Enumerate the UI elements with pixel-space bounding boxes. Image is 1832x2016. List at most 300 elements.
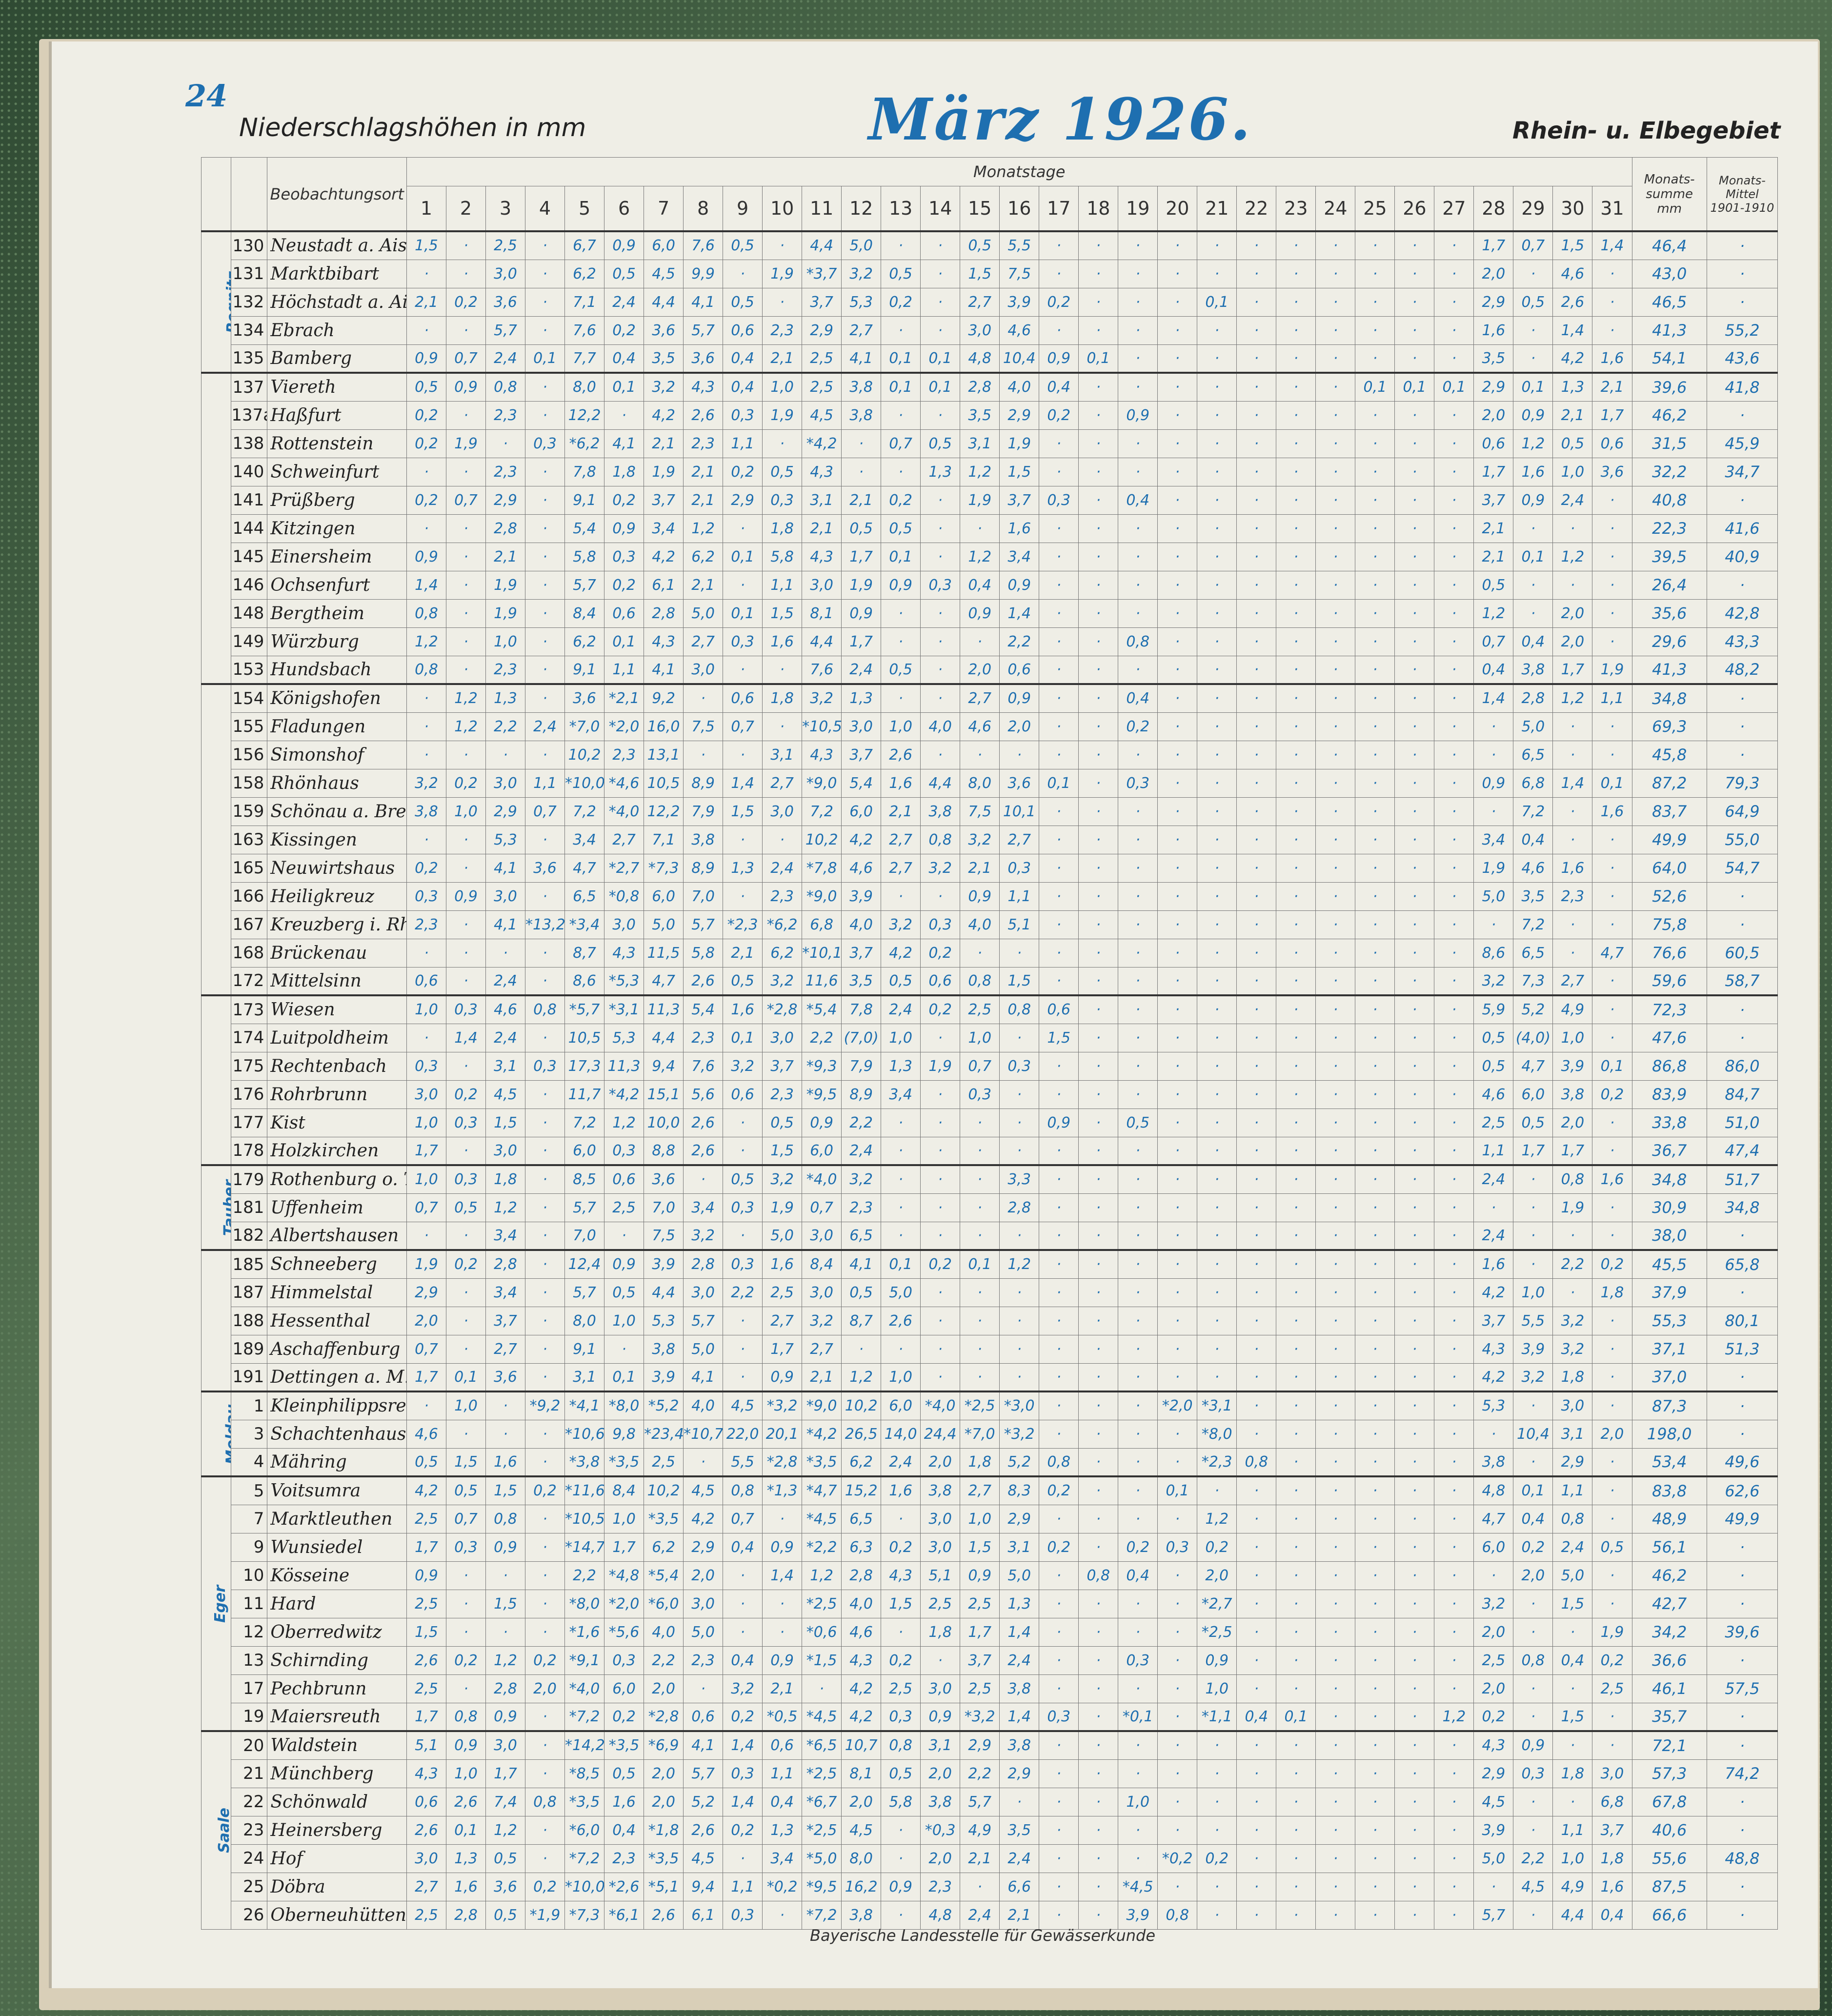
day-value: 0,5 xyxy=(881,514,921,543)
table-row xyxy=(201,854,1778,882)
station-number: 22 xyxy=(231,1788,267,1816)
day-value: 1,0 xyxy=(406,995,446,1024)
day-value: 6,8 xyxy=(1513,769,1553,797)
day-value: 7,5 xyxy=(684,712,723,741)
day-value: 2,2 xyxy=(1553,1250,1592,1278)
day-value: · xyxy=(881,684,921,712)
day-value: · xyxy=(1276,854,1316,882)
station-name: Hundsbach xyxy=(267,656,407,684)
day-value: 1,5 xyxy=(486,1590,525,1618)
day-value: · xyxy=(1237,599,1276,627)
day-value: *1,6 xyxy=(565,1618,604,1646)
day-value: 2,5 xyxy=(1474,1646,1513,1674)
day-value: · xyxy=(1039,939,1079,967)
day-value: · xyxy=(1197,712,1237,741)
day-value: *2,5 xyxy=(802,1759,842,1788)
day-value: 3,9 xyxy=(1474,1816,1513,1844)
day-value: · xyxy=(921,599,960,627)
day-value: *6,2 xyxy=(565,429,604,458)
day-value: · xyxy=(1079,1024,1118,1052)
day-value: 7,6 xyxy=(684,1052,723,1080)
monthly-mean: 48,2 xyxy=(1707,656,1777,684)
day-value: 0,5 xyxy=(842,1278,881,1307)
day-value: · xyxy=(1158,1759,1197,1788)
station-name: Mähring xyxy=(267,1448,407,1476)
day-value: · xyxy=(921,1363,960,1391)
day-value: *2,5 xyxy=(802,1816,842,1844)
monthly-sum: 37,1 xyxy=(1632,1335,1707,1363)
day-value: · xyxy=(1197,486,1237,514)
day-value: 2,4 xyxy=(1000,1844,1039,1873)
day-value: · xyxy=(1592,1335,1632,1363)
day-value: 0,8 xyxy=(1158,1901,1197,1929)
day-value: 8,0 xyxy=(960,769,1000,797)
day-value: 0,9 xyxy=(763,1363,802,1391)
day-value: · xyxy=(881,1844,921,1873)
day-value: 3,4 xyxy=(486,1222,525,1250)
day-value: · xyxy=(1079,910,1118,939)
day-value: 2,1 xyxy=(406,288,446,316)
station-number: 25 xyxy=(231,1873,267,1901)
day-value: · xyxy=(1316,1165,1355,1193)
day-value: 2,7 xyxy=(763,1307,802,1335)
station-number: 130 xyxy=(231,231,267,260)
day-value: 1,3 xyxy=(763,1816,802,1844)
day-value: · xyxy=(1237,1901,1276,1929)
monthly-mean: 45,9 xyxy=(1707,429,1777,458)
monthly-sum: 45,5 xyxy=(1632,1250,1707,1278)
day-value: 2,1 xyxy=(802,514,842,543)
day-value: 0,4 xyxy=(1039,373,1079,401)
day-value: 1,9 xyxy=(406,1250,446,1278)
day-value: 6,2 xyxy=(684,543,723,571)
table-body xyxy=(201,231,1778,1929)
day-value: 8,6 xyxy=(565,967,604,995)
day-value: 3,0 xyxy=(684,656,723,684)
day-value: 0,2 xyxy=(406,429,446,458)
day-value: · xyxy=(1434,1165,1474,1193)
day-header: 13 xyxy=(881,186,921,232)
day-value: · xyxy=(1592,910,1632,939)
monthly-sum: 34,2 xyxy=(1632,1618,1707,1646)
day-value: · xyxy=(1118,967,1158,995)
day-value: 0,3 xyxy=(723,1193,763,1222)
day-value: 2,3 xyxy=(921,1873,960,1901)
day-value: · xyxy=(1395,1165,1434,1193)
day-value: 5,0 xyxy=(1513,712,1553,741)
day-value: · xyxy=(1355,995,1395,1024)
day-value: · xyxy=(1355,769,1395,797)
day-value: *5,6 xyxy=(604,1618,644,1646)
station-name: Heiligkreuz xyxy=(267,882,407,910)
day-value: · xyxy=(881,1335,921,1363)
day-value: 0,1 xyxy=(881,1250,921,1278)
day-value: 3,0 xyxy=(921,1674,960,1703)
day-value: · xyxy=(406,1024,446,1052)
day-value: · xyxy=(1079,1816,1118,1844)
monthly-sum: 45,8 xyxy=(1632,741,1707,769)
day-value: *2,5 xyxy=(1197,1618,1237,1646)
day-value: 8,6 xyxy=(1474,939,1513,967)
day-value: · xyxy=(1197,1788,1237,1816)
day-value: · xyxy=(1237,826,1276,854)
day-value: 1,6 xyxy=(1592,1165,1632,1193)
day-value: · xyxy=(1316,1816,1355,1844)
monthly-sum: 34,8 xyxy=(1632,1165,1707,1193)
monthly-mean: 40,9 xyxy=(1707,543,1777,571)
day-value: · xyxy=(1434,429,1474,458)
day-value: · xyxy=(684,1674,723,1703)
monthly-mean: 55,0 xyxy=(1707,826,1777,854)
day-value: 2,2 xyxy=(842,1109,881,1137)
day-value: · xyxy=(1434,967,1474,995)
day-value: 4,1 xyxy=(684,288,723,316)
day-value: 3,2 xyxy=(802,1307,842,1335)
day-value: · xyxy=(1039,854,1079,882)
station-number: 1 xyxy=(231,1391,267,1420)
day-value: · xyxy=(1592,882,1632,910)
day-value: · xyxy=(1434,1731,1474,1759)
day-value: · xyxy=(1395,543,1434,571)
day-value: · xyxy=(1276,826,1316,854)
day-value: · xyxy=(1434,656,1474,684)
day-value: 5,8 xyxy=(763,543,802,571)
day-value: · xyxy=(1079,1193,1118,1222)
day-value: · xyxy=(406,939,446,967)
monthly-sum: 83,7 xyxy=(1632,797,1707,826)
header-monatstage: Monatstage xyxy=(406,158,1632,186)
day-value: · xyxy=(446,826,485,854)
day-value: 12,2 xyxy=(565,401,604,429)
day-value: · xyxy=(960,627,1000,656)
day-value: · xyxy=(1474,741,1513,769)
day-value: 0,6 xyxy=(1474,429,1513,458)
day-value: · xyxy=(1039,967,1079,995)
monthly-sum: 54,1 xyxy=(1632,344,1707,373)
day-value: 0,2 xyxy=(1118,1533,1158,1561)
day-value: · xyxy=(1553,1222,1592,1250)
day-value: · xyxy=(1316,1844,1355,1873)
day-value: · xyxy=(1355,854,1395,882)
station-name: Marktleuthen xyxy=(267,1505,407,1533)
day-value: 2,1 xyxy=(881,797,921,826)
day-value: · xyxy=(1553,939,1592,967)
day-value: · xyxy=(1355,401,1395,429)
day-value: · xyxy=(1118,571,1158,599)
day-value: · xyxy=(1118,1448,1158,1476)
day-value: · xyxy=(1316,967,1355,995)
day-value: 7,0 xyxy=(644,1193,684,1222)
day-value: · xyxy=(1434,288,1474,316)
day-value: 2,8 xyxy=(486,1674,525,1703)
day-value: 5,7 xyxy=(565,1193,604,1222)
day-value: 0,8 xyxy=(486,373,525,401)
day-value: 1,7 xyxy=(1553,1137,1592,1165)
day-value: *10,6 xyxy=(565,1420,604,1448)
monthly-sum: 31,5 xyxy=(1632,429,1707,458)
monthly-sum: 46,2 xyxy=(1632,401,1707,429)
day-value: · xyxy=(1158,1109,1197,1137)
day-value: · xyxy=(1039,316,1079,344)
day-value: · xyxy=(1079,854,1118,882)
day-value: · xyxy=(1237,1674,1276,1703)
day-value: · xyxy=(1079,995,1118,1024)
day-value: *4,1 xyxy=(565,1391,604,1420)
station-number: 168 xyxy=(231,939,267,967)
day-value: 9,1 xyxy=(565,1335,604,1363)
table-row xyxy=(201,1307,1778,1335)
day-value: · xyxy=(446,741,485,769)
monthly-sum: 32,2 xyxy=(1632,458,1707,486)
day-value: · xyxy=(1395,260,1434,288)
day-value: 3,8 xyxy=(644,1335,684,1363)
day-value: 7,2 xyxy=(802,797,842,826)
table-row xyxy=(201,1844,1778,1873)
day-value: 4,2 xyxy=(644,401,684,429)
day-value: 4,2 xyxy=(1474,1363,1513,1391)
table-row xyxy=(201,1024,1778,1052)
day-value: 1,8 xyxy=(763,684,802,712)
day-value: 4,4 xyxy=(644,288,684,316)
day-value: 3,1 xyxy=(565,1363,604,1391)
day-value: · xyxy=(486,1618,525,1646)
day-value: · xyxy=(1039,260,1079,288)
day-value: 0,5 xyxy=(1474,1024,1513,1052)
day-value: *5,0 xyxy=(802,1844,842,1873)
day-value: · xyxy=(881,627,921,656)
day-value: 2,0 xyxy=(1592,1420,1632,1448)
day-value: · xyxy=(1592,1363,1632,1391)
day-value: 7,2 xyxy=(1513,797,1553,826)
day-value: 0,3 xyxy=(723,1250,763,1278)
day-value: · xyxy=(1118,1420,1158,1448)
day-value: · xyxy=(1434,1448,1474,1476)
day-value: 1,2 xyxy=(684,514,723,543)
day-value: · xyxy=(1395,1873,1434,1901)
day-value: · xyxy=(446,854,485,882)
day-value: 0,1 xyxy=(1197,288,1237,316)
group-label: Eger xyxy=(201,1476,231,1731)
day-value: 5,7 xyxy=(1474,1901,1513,1929)
day-value: · xyxy=(960,1278,1000,1307)
day-value: · xyxy=(921,1335,960,1363)
day-value: 0,9 xyxy=(921,1703,960,1731)
day-value: 2,0 xyxy=(1513,1561,1553,1590)
day-value: 2,7 xyxy=(684,627,723,656)
day-value: · xyxy=(1158,1193,1197,1222)
day-value: 3,5 xyxy=(960,401,1000,429)
day-header: 14 xyxy=(921,186,960,232)
day-value: 1,4 xyxy=(1000,599,1039,627)
day-value: · xyxy=(1434,1363,1474,1391)
day-value: *2,6 xyxy=(604,1873,644,1901)
day-value: · xyxy=(960,1193,1000,1222)
day-value: 2,6 xyxy=(684,1816,723,1844)
day-value: · xyxy=(1039,1731,1079,1759)
monthly-mean: · xyxy=(1707,741,1777,769)
day-value: · xyxy=(1158,1873,1197,1901)
day-value: · xyxy=(1316,1448,1355,1476)
day-value: 4,6 xyxy=(1000,316,1039,344)
group-label xyxy=(201,373,231,684)
day-value: 7,4 xyxy=(486,1788,525,1816)
day-value: 0,1 xyxy=(446,1816,485,1844)
day-value: 4,6 xyxy=(1553,260,1592,288)
day-value: 2,0 xyxy=(1474,1618,1513,1646)
monthly-mean: 34,7 xyxy=(1707,458,1777,486)
day-value: · xyxy=(960,1137,1000,1165)
monthly-sum: 87,5 xyxy=(1632,1873,1707,1901)
day-value: 2,4 xyxy=(1553,486,1592,514)
day-value: 0,2 xyxy=(446,1250,485,1278)
day-value: 3,4 xyxy=(1000,543,1039,571)
day-value: *5,4 xyxy=(802,995,842,1024)
day-value: *2,8 xyxy=(763,995,802,1024)
day-value: 0,8 xyxy=(525,995,565,1024)
day-value: 2,8 xyxy=(644,599,684,627)
day-value: · xyxy=(763,429,802,458)
day-value: · xyxy=(446,543,485,571)
day-value: · xyxy=(921,401,960,429)
day-value: 3,7 xyxy=(1592,1816,1632,1844)
day-value: · xyxy=(723,882,763,910)
day-value: *11,6 xyxy=(565,1476,604,1505)
station-name: Marktbibart xyxy=(267,260,407,288)
precipitation-table xyxy=(201,157,1778,1930)
day-value: 1,3 xyxy=(486,684,525,712)
day-value: · xyxy=(1434,543,1474,571)
day-value: 5,5 xyxy=(1513,1307,1553,1335)
day-value: 8,7 xyxy=(842,1307,881,1335)
day-value: 1,1 xyxy=(763,1759,802,1788)
day-value: · xyxy=(1276,1335,1316,1363)
day-value: · xyxy=(1118,1278,1158,1307)
day-value: · xyxy=(1434,826,1474,854)
station-number: 10 xyxy=(231,1561,267,1590)
station-name: Rhönhaus xyxy=(267,769,407,797)
day-value: 8,3 xyxy=(1000,1476,1039,1505)
day-value: · xyxy=(1039,1590,1079,1618)
day-value: 0,5 xyxy=(842,514,881,543)
day-value: · xyxy=(1316,1901,1355,1929)
day-value: · xyxy=(1434,1646,1474,1674)
day-value: · xyxy=(525,1590,565,1618)
day-value: 4,5 xyxy=(684,1476,723,1505)
day-value: · xyxy=(1553,826,1592,854)
day-value: · xyxy=(1079,1307,1118,1335)
day-value: 2,5 xyxy=(960,995,1000,1024)
page-number: 24 xyxy=(185,78,228,114)
station-name: Himmelstal xyxy=(267,1278,407,1307)
day-value: 0,8 xyxy=(723,1476,763,1505)
day-value: · xyxy=(1079,458,1118,486)
day-value: · xyxy=(1355,826,1395,854)
day-header-row xyxy=(201,186,1778,232)
day-value: 4,3 xyxy=(406,1759,446,1788)
day-value: · xyxy=(881,599,921,627)
day-value: 3,1 xyxy=(802,486,842,514)
day-value: · xyxy=(1355,967,1395,995)
day-value: · xyxy=(1553,797,1592,826)
station-number: 176 xyxy=(231,1080,267,1109)
day-value: · xyxy=(446,1222,485,1250)
day-value: · xyxy=(1118,429,1158,458)
day-value: 2,3 xyxy=(763,882,802,910)
day-value: 14,0 xyxy=(881,1420,921,1448)
day-header: 10 xyxy=(763,186,802,232)
day-value: · xyxy=(1316,571,1355,599)
day-value: · xyxy=(1395,571,1434,599)
day-value: 0,1 xyxy=(604,373,644,401)
day-value: 2,7 xyxy=(802,1335,842,1363)
day-value: 0,9 xyxy=(446,1731,485,1759)
day-value: · xyxy=(525,1618,565,1646)
day-value: 2,5 xyxy=(406,1505,446,1533)
day-value: 4,2 xyxy=(842,826,881,854)
day-value: 5,0 xyxy=(763,1222,802,1250)
day-value: · xyxy=(1237,1788,1276,1816)
day-value: 1,0 xyxy=(446,1759,485,1788)
day-value: · xyxy=(1118,344,1158,373)
day-value: · xyxy=(1355,288,1395,316)
day-value: · xyxy=(1513,1165,1553,1193)
group-label: Regnitz xyxy=(201,231,231,373)
day-value: 1,1 xyxy=(723,1873,763,1901)
group-label xyxy=(201,1250,231,1391)
day-value: · xyxy=(1395,231,1434,260)
day-value: 1,1 xyxy=(723,429,763,458)
table-row xyxy=(201,1052,1778,1080)
day-value: · xyxy=(1039,429,1079,458)
day-value: 0,3 xyxy=(1000,1052,1039,1080)
day-value: 0,2 xyxy=(1039,1533,1079,1561)
day-value: · xyxy=(1434,1844,1474,1873)
group-label: Moldau xyxy=(201,1391,231,1476)
day-value: 10,7 xyxy=(842,1731,881,1759)
day-value: 4,5 xyxy=(486,1080,525,1109)
day-value: · xyxy=(1434,1109,1474,1137)
day-value: · xyxy=(1237,1109,1276,1137)
day-value: 2,1 xyxy=(1592,373,1632,401)
day-value: 0,1 xyxy=(960,1250,1000,1278)
day-value: 3,9 xyxy=(1553,1052,1592,1080)
day-value: 0,4 xyxy=(1118,684,1158,712)
day-value: 0,1 xyxy=(1434,373,1474,401)
day-value: 2,0 xyxy=(1553,599,1592,627)
day-value: 2,3 xyxy=(684,1646,723,1674)
day-value: 2,8 xyxy=(1513,684,1553,712)
day-value: · xyxy=(960,1165,1000,1193)
day-value: · xyxy=(1237,712,1276,741)
day-value: · xyxy=(1553,571,1592,599)
station-number: 174 xyxy=(231,1024,267,1052)
table-row xyxy=(201,1703,1778,1731)
table-row xyxy=(201,910,1778,939)
day-value: · xyxy=(1395,344,1434,373)
day-value: 1,7 xyxy=(1553,656,1592,684)
day-value: 3,2 xyxy=(1553,1335,1592,1363)
monthly-mean: 47,4 xyxy=(1707,1137,1777,1165)
day-value: 0,2 xyxy=(446,1646,485,1674)
day-value: · xyxy=(1395,1363,1434,1391)
monthly-sum: 39,5 xyxy=(1632,543,1707,571)
day-value: · xyxy=(1158,797,1197,826)
day-value: 7,8 xyxy=(842,995,881,1024)
day-value: 3,3 xyxy=(1000,1165,1039,1193)
day-value: · xyxy=(1197,910,1237,939)
day-value: · xyxy=(406,712,446,741)
day-value: 2,9 xyxy=(1000,1759,1039,1788)
